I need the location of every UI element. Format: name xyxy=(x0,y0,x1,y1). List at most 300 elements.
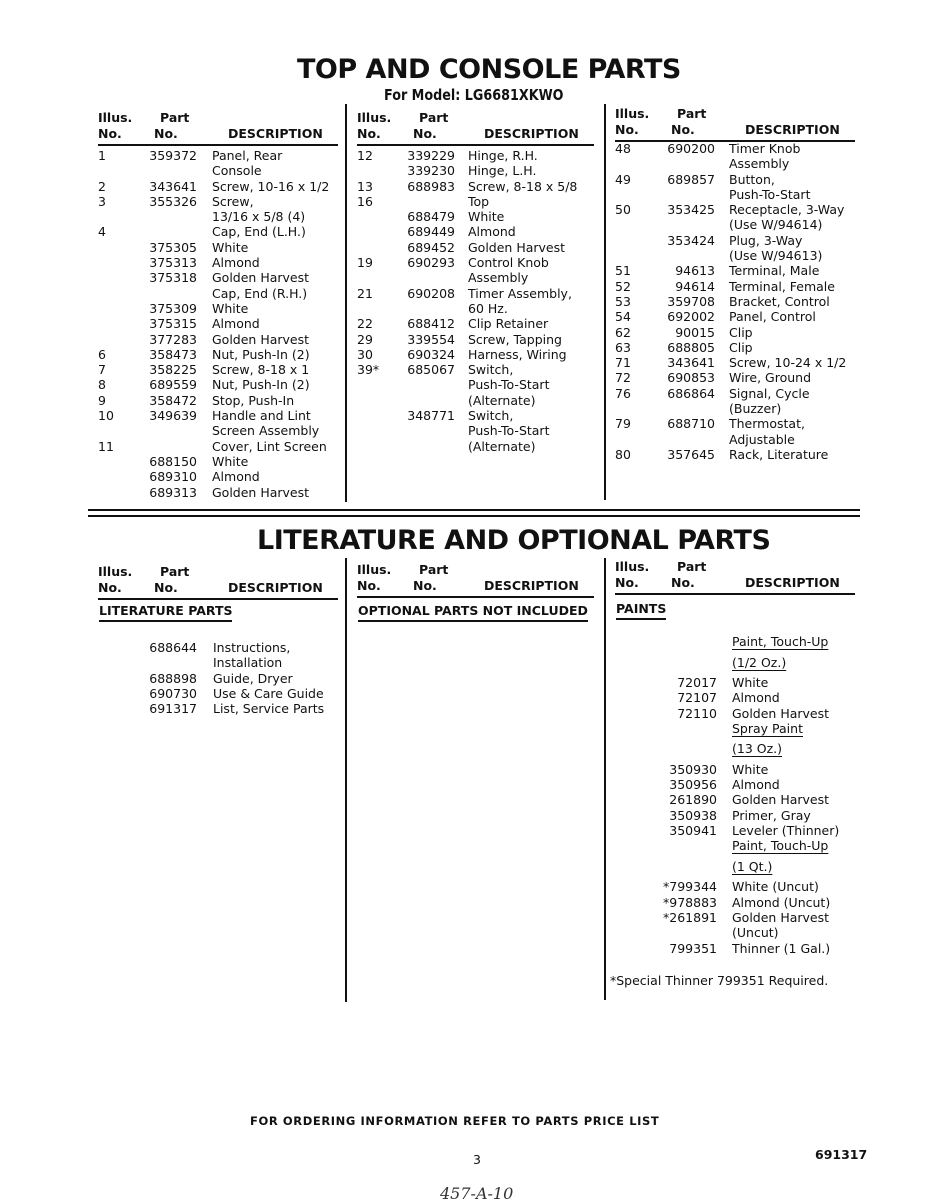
table-row xyxy=(357,286,597,301)
table-row xyxy=(615,879,860,894)
description: (Alternate) xyxy=(468,392,536,408)
table-row xyxy=(98,485,338,500)
part-number: 90015 xyxy=(675,324,715,340)
footnote: *Special Thinner 799351 Required. xyxy=(610,973,829,988)
description: Terminal, Female xyxy=(729,278,835,294)
description: Almond (Uncut) xyxy=(732,894,831,910)
table-row xyxy=(98,640,338,655)
column-header xyxy=(98,110,338,146)
description: Thinner (1 Gal.) xyxy=(732,940,831,956)
part-number: 375305 xyxy=(149,239,197,255)
description: 13/16 x 5/8 (4) xyxy=(212,209,306,225)
table-row xyxy=(615,634,860,655)
table-row xyxy=(357,408,597,423)
description: Golden Harvest xyxy=(732,909,830,925)
table-row xyxy=(98,393,338,408)
table-row xyxy=(615,721,860,742)
description: Handle and Lint xyxy=(212,408,311,424)
section-title: LITERATURE AND OPTIONAL PARTS xyxy=(257,525,771,556)
ordering-note: FOR ORDERING INFORMATION REFER TO PARTS PRICE LIST xyxy=(250,1114,660,1128)
description: Golden Harvest xyxy=(732,792,830,808)
description: Almond xyxy=(212,255,260,271)
description: Clip xyxy=(729,339,753,355)
literature-list xyxy=(98,640,338,716)
table-row xyxy=(615,217,860,232)
description: Cover, Lint Screen xyxy=(212,438,327,454)
description: Receptacle, 3-Way xyxy=(729,202,845,218)
header-part: Part xyxy=(160,564,190,579)
table-row xyxy=(615,156,860,171)
description: Guide, Dryer xyxy=(213,670,293,686)
table-row xyxy=(357,224,597,239)
table-row xyxy=(615,808,860,823)
part-number: 358473 xyxy=(149,346,197,362)
description: Screw, Tapping xyxy=(468,331,562,347)
description: Stop, Push-In xyxy=(212,392,295,408)
header-no: No. xyxy=(98,580,122,595)
part-number: 688805 xyxy=(667,339,715,355)
part-number: 353424 xyxy=(667,232,715,248)
description: Screw, xyxy=(212,193,254,209)
part-number: 377283 xyxy=(149,331,197,347)
description: List, Service Parts xyxy=(213,701,325,717)
part-number: 688479 xyxy=(407,209,455,225)
header-part: Part xyxy=(677,106,707,121)
parts-column-3 xyxy=(615,141,860,462)
part-number: 690730 xyxy=(149,685,197,701)
table-row xyxy=(615,340,860,355)
description: Top xyxy=(468,193,490,209)
description: Golden Harvest xyxy=(732,705,830,721)
header-part: Part xyxy=(419,562,449,577)
illus-number: 80 xyxy=(615,446,631,462)
illus-number: 50 xyxy=(615,202,631,218)
illus-number: 62 xyxy=(615,324,631,340)
illus-number: 3 xyxy=(98,193,106,209)
table-row xyxy=(98,240,338,255)
illus-number: 53 xyxy=(615,293,631,309)
table-row xyxy=(615,309,860,324)
description: Control Knob xyxy=(468,255,549,271)
illus-number: 71 xyxy=(615,355,631,371)
header-part-no: No. xyxy=(413,578,437,593)
part-number: 343641 xyxy=(149,178,197,194)
part-number: 350938 xyxy=(669,807,717,823)
description: Clip xyxy=(729,324,753,340)
table-row xyxy=(357,209,597,224)
table-row xyxy=(357,377,597,392)
header-part-no: No. xyxy=(413,126,437,141)
column-divider xyxy=(345,558,347,1002)
table-row xyxy=(357,148,597,163)
page-title: TOP AND CONSOLE PARTS xyxy=(297,54,681,85)
table-row xyxy=(615,823,860,838)
description: Clip Retainer xyxy=(468,316,549,332)
table-row xyxy=(357,240,597,255)
table-row xyxy=(615,263,860,278)
part-number: 375309 xyxy=(149,300,197,316)
column-divider xyxy=(345,104,347,502)
part-number: 375318 xyxy=(149,270,197,286)
description: (Use W/94613) xyxy=(729,248,823,264)
header-description: DESCRIPTION xyxy=(228,580,323,595)
table-row xyxy=(615,294,860,309)
illus-number: 30 xyxy=(357,346,373,362)
section-divider xyxy=(88,509,860,511)
table-row xyxy=(357,423,597,438)
part-number: 689310 xyxy=(149,469,197,485)
table-row xyxy=(615,202,860,217)
part-number: 94614 xyxy=(675,278,715,294)
table-row xyxy=(98,439,338,454)
table-row xyxy=(98,362,338,377)
description: Switch, xyxy=(468,362,514,378)
description: Golden Harvest xyxy=(212,270,310,286)
illus-number: 10 xyxy=(98,408,114,424)
header-no: No. xyxy=(357,578,381,593)
table-row xyxy=(615,838,860,859)
illus-number: 8 xyxy=(98,377,106,393)
header-no: No. xyxy=(357,126,381,141)
header-no: No. xyxy=(98,126,122,141)
table-row xyxy=(615,187,860,202)
description: (Alternate) xyxy=(468,438,536,454)
table-row xyxy=(357,179,597,194)
description: Button, xyxy=(729,171,775,187)
table-row xyxy=(615,355,860,370)
part-number: 348771 xyxy=(407,408,455,424)
table-row xyxy=(615,910,860,925)
part-number: 350930 xyxy=(669,761,717,777)
table-row xyxy=(98,469,338,484)
document-number: 691317 xyxy=(815,1147,868,1162)
part-number: 343641 xyxy=(667,355,715,371)
description: Screw, 8-18 x 1 xyxy=(212,362,310,378)
part-number: 350956 xyxy=(669,777,717,793)
part-number: 688710 xyxy=(667,416,715,432)
column-header xyxy=(357,562,594,598)
description: Installation xyxy=(213,655,283,671)
part-number: 688412 xyxy=(407,316,455,332)
table-row xyxy=(615,941,860,956)
part-number: 685067 xyxy=(407,362,455,378)
part-number: *261891 xyxy=(663,909,717,925)
part-number: 261890 xyxy=(669,792,717,808)
table-row xyxy=(615,895,860,910)
description: Push-To-Start xyxy=(468,377,550,393)
illus-number: 1 xyxy=(98,148,106,163)
table-row xyxy=(357,255,597,270)
description: 60 Hz. xyxy=(468,300,508,316)
part-number: 686864 xyxy=(667,385,715,401)
description: Hinge, R.H. xyxy=(468,148,538,163)
table-row xyxy=(98,423,338,438)
description: Golden Harvest xyxy=(468,239,566,255)
part-number: *799344 xyxy=(663,879,717,895)
table-row xyxy=(357,316,597,331)
description: Spray Paint xyxy=(732,720,803,736)
description: Hinge, L.H. xyxy=(468,163,537,179)
part-number: 358225 xyxy=(149,362,197,378)
part-number: 358472 xyxy=(149,392,197,408)
part-number: 349639 xyxy=(149,408,197,424)
description: Assembly xyxy=(729,156,790,172)
description: (Use W/94614) xyxy=(729,217,823,233)
description: Cap, End (L.H.) xyxy=(212,224,306,240)
part-number: 350941 xyxy=(669,823,717,839)
part-number: 691317 xyxy=(149,701,197,717)
description: Thermostat, xyxy=(729,416,805,432)
description: Paint, Touch-Up xyxy=(732,634,829,649)
part-number: 690293 xyxy=(407,255,455,271)
part-number: 689857 xyxy=(667,171,715,187)
part-number: 799351 xyxy=(669,940,717,956)
illus-number: 4 xyxy=(98,224,106,240)
illus-number: 48 xyxy=(615,141,631,156)
page-number: 3 xyxy=(473,1152,481,1167)
part-number: 72107 xyxy=(677,690,717,706)
description: Primer, Gray xyxy=(732,807,811,823)
table-row xyxy=(357,347,597,362)
description: Golden Harvest xyxy=(212,484,310,500)
part-number: 353425 xyxy=(667,202,715,218)
description: White xyxy=(732,761,769,777)
illus-number: 2 xyxy=(98,178,106,194)
description: White xyxy=(468,209,505,225)
parts-column-2 xyxy=(357,148,597,454)
description: Paint, Touch-Up xyxy=(732,838,829,854)
description: Wire, Ground xyxy=(729,370,812,386)
illus-number: 13 xyxy=(357,178,373,194)
part-number: 359372 xyxy=(149,148,197,163)
part-number: 690324 xyxy=(407,346,455,362)
illus-number: 79 xyxy=(615,416,631,432)
part-number: 375313 xyxy=(149,255,197,271)
header-description: DESCRIPTION xyxy=(745,575,840,590)
illus-number: 72 xyxy=(615,370,631,386)
description: White xyxy=(732,675,769,690)
part-number: *978883 xyxy=(663,894,717,910)
description: Assembly xyxy=(468,270,529,286)
description: Bracket, Control xyxy=(729,293,830,309)
illus-number: 54 xyxy=(615,309,631,325)
header-part-no: No. xyxy=(154,580,178,595)
table-row xyxy=(615,386,860,401)
parts-column-1 xyxy=(98,148,338,500)
table-row xyxy=(98,255,338,270)
paints-list xyxy=(615,634,860,956)
part-number: 688898 xyxy=(149,670,197,686)
header-illus: Illus. xyxy=(98,564,133,579)
description: Signal, Cycle xyxy=(729,385,810,401)
header-part-no: No. xyxy=(671,575,695,590)
column-header xyxy=(615,559,855,595)
part-number: 692002 xyxy=(667,309,715,325)
description: Almond xyxy=(468,224,516,240)
description: Screw, 10-24 x 1/2 xyxy=(729,355,847,371)
part-number: 375315 xyxy=(149,316,197,332)
description: Use & Care Guide xyxy=(213,685,324,701)
table-row xyxy=(357,270,597,285)
table-row xyxy=(615,690,860,705)
description: Nut, Push-In (2) xyxy=(212,377,310,393)
table-row xyxy=(98,301,338,316)
table-row xyxy=(98,686,338,701)
description: Adjustable xyxy=(729,431,795,447)
description: Push-To-Start xyxy=(729,186,811,202)
illus-number: 11 xyxy=(98,438,114,454)
illus-number: 52 xyxy=(615,278,631,294)
description: Instructions, xyxy=(213,640,291,655)
handwritten-note: 457-A-10 xyxy=(440,1184,514,1203)
table-row xyxy=(615,325,860,340)
part-number: 339229 xyxy=(407,148,455,163)
description: Panel, Rear xyxy=(212,148,283,163)
part-number: 688644 xyxy=(149,640,197,655)
header-no: No. xyxy=(615,575,639,590)
description: Screen Assembly xyxy=(212,423,320,439)
part-number: 359708 xyxy=(667,293,715,309)
header-part: Part xyxy=(419,110,449,125)
table-row xyxy=(98,655,338,670)
description: White (Uncut) xyxy=(732,879,819,895)
description: Almond xyxy=(212,469,260,485)
table-row xyxy=(98,194,338,209)
literature-heading: LITERATURE PARTS xyxy=(99,603,232,622)
part-number: 357645 xyxy=(667,446,715,462)
description: Timer Knob xyxy=(729,141,801,156)
column-header xyxy=(98,564,338,600)
table-row xyxy=(98,454,338,469)
description: Rack, Literature xyxy=(729,446,829,462)
description: Golden Harvest xyxy=(212,331,310,347)
illus-number: 76 xyxy=(615,385,631,401)
table-row xyxy=(98,701,338,716)
header-description: DESCRIPTION xyxy=(228,126,323,141)
table-row xyxy=(615,416,860,431)
part-number: 339554 xyxy=(407,331,455,347)
illus-number: 7 xyxy=(98,362,106,378)
part-number: 690853 xyxy=(667,370,715,386)
illus-number: 12 xyxy=(357,148,373,163)
table-row xyxy=(615,447,860,462)
part-number: 689452 xyxy=(407,239,455,255)
part-number: 689559 xyxy=(149,377,197,393)
description: Screw, 8-18 x 5/8 xyxy=(468,178,578,194)
description: Plug, 3-Way xyxy=(729,232,803,248)
illus-number: 29 xyxy=(357,331,373,347)
table-row xyxy=(357,439,597,454)
table-row xyxy=(357,393,597,408)
description: Almond xyxy=(732,777,780,793)
model-label: For Model: LG6681XKWO xyxy=(384,86,564,104)
paints-heading: PAINTS xyxy=(616,601,666,620)
part-number: 339230 xyxy=(407,163,455,179)
description: Panel, Control xyxy=(729,309,816,325)
table-row xyxy=(615,675,860,690)
table-row xyxy=(615,655,860,676)
illus-number: 19 xyxy=(357,255,373,271)
description: Almond xyxy=(732,690,780,706)
description: White xyxy=(212,239,249,255)
table-row xyxy=(98,671,338,686)
part-number: 688150 xyxy=(149,453,197,469)
illus-number: 21 xyxy=(357,285,373,301)
table-row xyxy=(615,859,860,880)
table-row xyxy=(357,362,597,377)
column-header xyxy=(357,110,594,146)
table-row xyxy=(615,741,860,762)
part-number: 94613 xyxy=(675,263,715,279)
table-row xyxy=(98,332,338,347)
table-row xyxy=(615,279,860,294)
description: (Uncut) xyxy=(732,925,779,941)
header-part-no: No. xyxy=(671,122,695,137)
table-row xyxy=(615,792,860,807)
description: Screw, 10-16 x 1/2 xyxy=(212,178,330,194)
column-divider xyxy=(604,104,606,500)
table-row xyxy=(98,163,338,178)
column-divider xyxy=(604,558,606,1000)
table-row xyxy=(615,370,860,385)
illus-number: 49 xyxy=(615,171,631,187)
illus-number: 16 xyxy=(357,193,373,209)
description: (1 Qt.) xyxy=(732,858,773,874)
illus-number: 9 xyxy=(98,392,106,408)
description: Push-To-Start xyxy=(468,423,550,439)
header-illus: Illus. xyxy=(615,106,650,121)
description: Cap, End (R.H.) xyxy=(212,285,308,301)
table-row xyxy=(615,777,860,792)
header-illus: Illus. xyxy=(615,559,650,574)
optional-heading: OPTIONAL PARTS NOT INCLUDED xyxy=(358,603,588,622)
header-part: Part xyxy=(160,110,190,125)
table-row xyxy=(615,172,860,187)
header-part-no: No. xyxy=(154,126,178,141)
table-row xyxy=(98,270,338,285)
table-row xyxy=(615,925,860,940)
table-row xyxy=(357,163,597,178)
table-row xyxy=(615,233,860,248)
table-row xyxy=(98,347,338,362)
header-description: DESCRIPTION xyxy=(484,126,579,141)
illus-number: 39* xyxy=(357,362,380,378)
header-illus: Illus. xyxy=(98,110,133,125)
illus-number: 63 xyxy=(615,339,631,355)
description: White xyxy=(212,300,249,316)
description: Leveler (Thinner) xyxy=(732,823,840,839)
header-description: DESCRIPTION xyxy=(745,122,840,137)
column-header xyxy=(615,106,855,142)
table-row xyxy=(357,194,597,209)
part-number: 355326 xyxy=(149,193,197,209)
table-row xyxy=(615,248,860,263)
header-illus: Illus. xyxy=(357,110,392,125)
table-row xyxy=(615,141,860,156)
part-number: 689449 xyxy=(407,224,455,240)
illus-number: 6 xyxy=(98,346,106,362)
illus-number: 51 xyxy=(615,263,631,279)
table-row xyxy=(357,332,597,347)
description: (1/2 Oz.) xyxy=(732,654,787,670)
part-number: 689313 xyxy=(149,484,197,500)
table-row xyxy=(98,148,338,163)
table-row xyxy=(615,401,860,416)
description: Almond xyxy=(212,316,260,332)
description: (Buzzer) xyxy=(729,401,782,417)
part-number: 72017 xyxy=(677,675,717,690)
table-row xyxy=(98,316,338,331)
